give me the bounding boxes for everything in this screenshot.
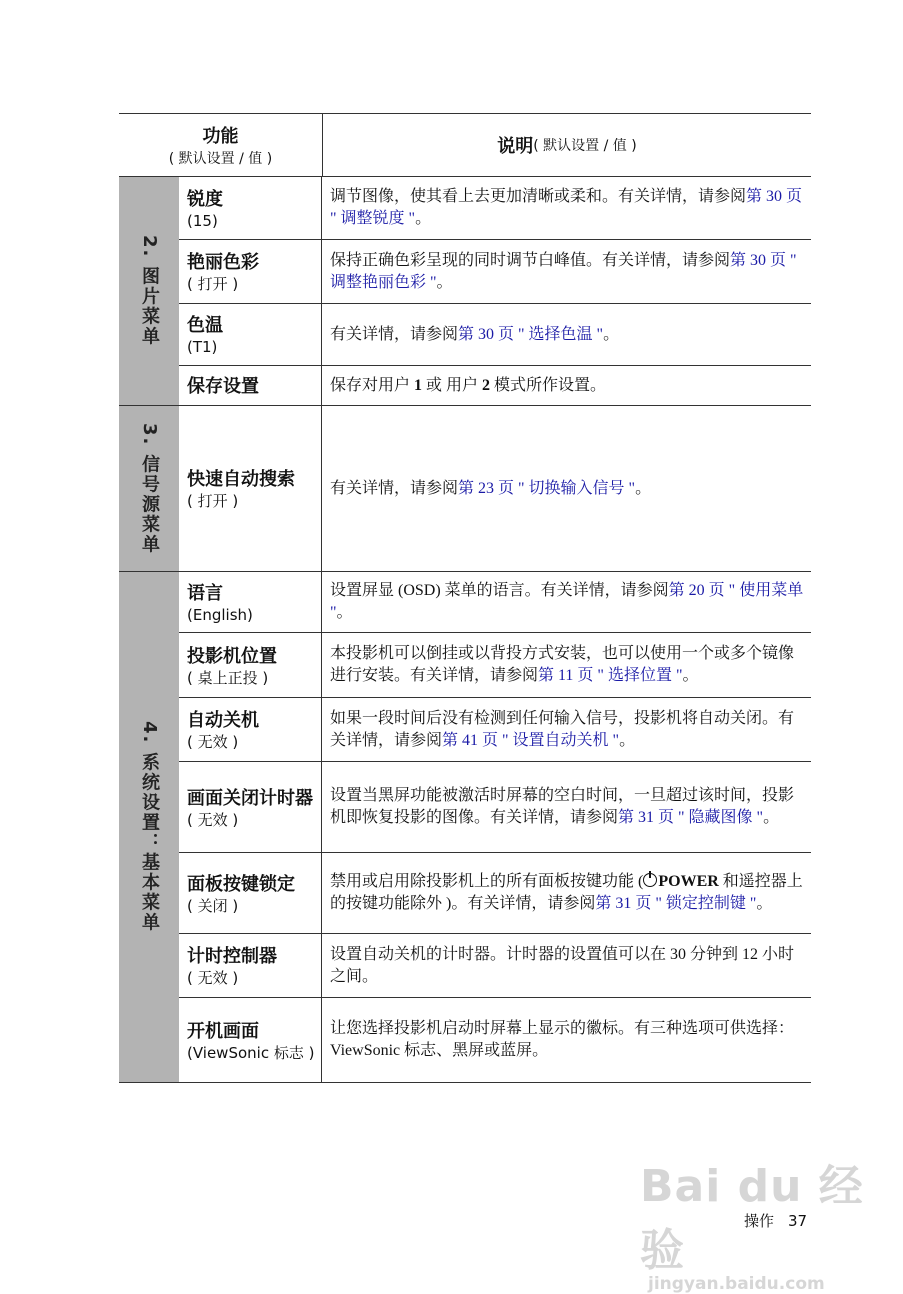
feature-cell: [179, 304, 322, 365]
table-row: [179, 698, 811, 762]
feature-name: 快速自动搜索: [187, 469, 295, 490]
feature-default: (15): [187, 211, 218, 230]
page-reference-link[interactable]: 第 30 页 " 调整锐度 ": [330, 188, 803, 227]
feature-cell: [179, 572, 322, 632]
feature-default: ( 关闭 ): [187, 896, 239, 915]
page-number: 37: [788, 1212, 808, 1230]
feature-cell: [179, 998, 322, 1082]
section-label: [119, 177, 179, 405]
description-cell: [322, 406, 811, 571]
table-row: [179, 366, 811, 405]
feature-default: (T1): [187, 338, 218, 356]
description-segment: 保持正确色彩呈现的同时调节白峰值。有关详情，请参阅: [330, 251, 731, 269]
description-text: [330, 1018, 805, 1062]
feature-default: (ViewSonic 标志 ): [187, 1043, 315, 1062]
description-text: [330, 580, 805, 624]
table-row: [179, 572, 811, 633]
description-cell: [322, 240, 811, 303]
section-label: [119, 406, 179, 571]
description-segment: 。: [436, 273, 453, 291]
watermark-url: jingyan.baidu.com: [648, 1274, 825, 1294]
feature-default: ( 无效 ): [187, 969, 239, 987]
feature-header-sub: ( 默认设置 / 值 ): [168, 151, 273, 167]
description-segment: 有关详情，请参阅: [330, 479, 459, 497]
feature-header-title: 功能: [202, 126, 239, 147]
footer-section: 操作: [744, 1212, 775, 1230]
description-segment: 保存对用户: [330, 376, 415, 394]
section-rows: [179, 572, 811, 1082]
description-segment: 。: [619, 731, 636, 749]
baidu-watermark: [640, 1150, 903, 1294]
feature-name: 自动关机: [187, 710, 259, 731]
feature-cell: [179, 177, 322, 239]
menu-section: [119, 406, 811, 572]
description-segment: 。: [336, 604, 353, 621]
description-cell: [322, 177, 811, 239]
table-row: [179, 304, 811, 366]
section-label-text: 3. 信号源菜单: [139, 422, 160, 555]
table-row: [179, 633, 811, 698]
feature-name: 语言: [187, 582, 223, 604]
description-segment: 设置屏显 (OSD) 菜单的语言。有关详情，请参阅: [330, 582, 669, 599]
description-text: [330, 944, 805, 988]
description-segment: 本投影机可以倒挂或以背投方式安装，也可以使用一个或多个镜像进行安装。有关详情，请参阅: [330, 645, 795, 684]
description-segment: 有关详情，请参阅: [330, 325, 459, 343]
watermark-brand: Bai du 经验: [640, 1161, 864, 1276]
description-segment: 禁用或启用除投影机上的所有面板按键功能 (: [330, 873, 644, 890]
description-segment: 。: [756, 895, 773, 912]
description-cell: [322, 304, 811, 365]
section-rows: [179, 406, 811, 571]
feature-default: ( 打开 ): [187, 275, 239, 293]
menu-section: [119, 572, 811, 1082]
description-column-header: [323, 114, 811, 176]
description-segment: 让您选择投影机启动时屏幕上显示的徽标。有三种选项可供选择：ViewSonic 标志、黑屏或蓝屏。: [330, 1020, 795, 1059]
description-text: [330, 643, 805, 687]
table-row: [179, 998, 811, 1082]
table-header: [119, 114, 811, 177]
section-rows: [179, 177, 811, 405]
description-cell: [322, 698, 811, 761]
section-label-text: 4. 系统设置：基本菜单: [139, 721, 160, 933]
power-icon: [643, 873, 657, 887]
table-row: [179, 762, 811, 853]
table-row: [179, 934, 811, 998]
menu-section: [119, 177, 811, 406]
page-reference-link[interactable]: 第 11 页 " 选择位置 ": [538, 667, 683, 684]
description-segment: 。: [635, 479, 652, 497]
feature-default: (English): [187, 605, 253, 624]
feature-cell: [179, 934, 322, 997]
table-body: [119, 177, 811, 1082]
description-text: [330, 375, 606, 397]
description-segment: 和遥控器上的按键功能除外 )。有关详情，请参阅: [330, 873, 803, 912]
description-segment: 如果一段时间后没有检测到任何输入信号，投影机将自动关闭。有关详情，请参阅: [330, 709, 795, 749]
table-row: [179, 853, 811, 934]
description-text: [330, 785, 805, 829]
description-cell: [322, 366, 811, 405]
settings-table: [119, 113, 811, 1083]
page-reference-link[interactable]: 第 31 页 " 隐藏图像 ": [618, 809, 764, 826]
description-text: [330, 478, 651, 500]
page-reference-link[interactable]: 第 23 页 " 切换输入信号 ": [458, 479, 636, 497]
description-segment: POWER: [658, 873, 719, 890]
feature-name: 投影机位置: [187, 645, 277, 667]
feature-name: 计时控制器: [187, 946, 277, 967]
description-cell: [322, 762, 811, 852]
feature-cell: [179, 762, 322, 852]
description-segment: 设置自动关机的计时器。计时器的设置值可以在 30 分钟到 12 小时之间。: [330, 945, 795, 985]
page-reference-link[interactable]: 第 20 页 " 使用菜单 ": [330, 582, 804, 621]
description-text: [330, 250, 805, 294]
table-row: [179, 406, 811, 571]
description-cell: [322, 934, 811, 997]
desc-header-title: 说明: [497, 136, 534, 157]
description-segment: 模式所作设置。: [490, 376, 607, 394]
description-text: [330, 871, 805, 915]
feature-default: ( 无效 ): [187, 810, 239, 829]
description-segment: 调节图像，使其看上去更加清晰或柔和。有关详情，请参阅: [330, 188, 747, 205]
description-text: [330, 324, 619, 346]
desc-header-sub: ( 默认设置 / 值 ): [533, 138, 637, 154]
description-segment: 。: [682, 667, 699, 684]
section-label-text: 2. 图片菜单: [139, 235, 160, 347]
page-reference-link[interactable]: 第 41 页 " 设置自动关机 ": [442, 731, 620, 749]
feature-cell: [179, 406, 322, 571]
description-segment: 1: [414, 376, 423, 394]
feature-cell: [179, 698, 322, 761]
table-row: [179, 240, 811, 304]
page-reference-link[interactable]: 第 30 页 " 选择色温 ": [458, 325, 604, 343]
feature-default: ( 打开 ): [187, 492, 239, 510]
feature-cell: [179, 240, 322, 303]
description-segment: 或 用户: [422, 376, 483, 394]
page-reference-link[interactable]: 第 30 页 " 调整艳丽色彩 ": [330, 251, 797, 291]
feature-name: 锐度: [187, 188, 223, 210]
feature-cell: [179, 633, 322, 697]
feature-name: 开机画面: [187, 1020, 259, 1042]
description-segment: 设置当黑屏功能被激活时屏幕的空白时间，一旦超过该时间，投影机即恢复投影的图像。有关详情，请参阅: [330, 787, 795, 826]
feature-column-header: [119, 114, 323, 176]
feature-name: 面板按键锁定: [187, 873, 295, 895]
table-row: [179, 177, 811, 240]
feature-default: ( 无效 ): [187, 733, 239, 751]
description-segment: 2: [482, 376, 491, 394]
description-segment: 。: [603, 325, 620, 343]
feature-name: 画面关闭计时器: [187, 787, 313, 809]
description-segment: 。: [415, 210, 432, 227]
description-cell: [322, 633, 811, 697]
description-segment: 。: [763, 809, 780, 826]
section-label: [119, 572, 179, 1082]
description-cell: [322, 998, 811, 1082]
description-cell: [322, 853, 811, 933]
description-text: [330, 186, 805, 230]
page-reference-link[interactable]: 第 31 页 " 锁定控制键 ": [595, 895, 757, 912]
feature-cell: [179, 366, 322, 405]
description-cell: [322, 572, 811, 632]
feature-name: 艳丽色彩: [187, 252, 259, 273]
feature-name: 色温: [187, 315, 223, 336]
description-text: [330, 708, 805, 752]
feature-cell: [179, 853, 322, 933]
feature-default: ( 桌上正投 ): [187, 668, 269, 687]
feature-name: 保存设置: [187, 376, 259, 397]
